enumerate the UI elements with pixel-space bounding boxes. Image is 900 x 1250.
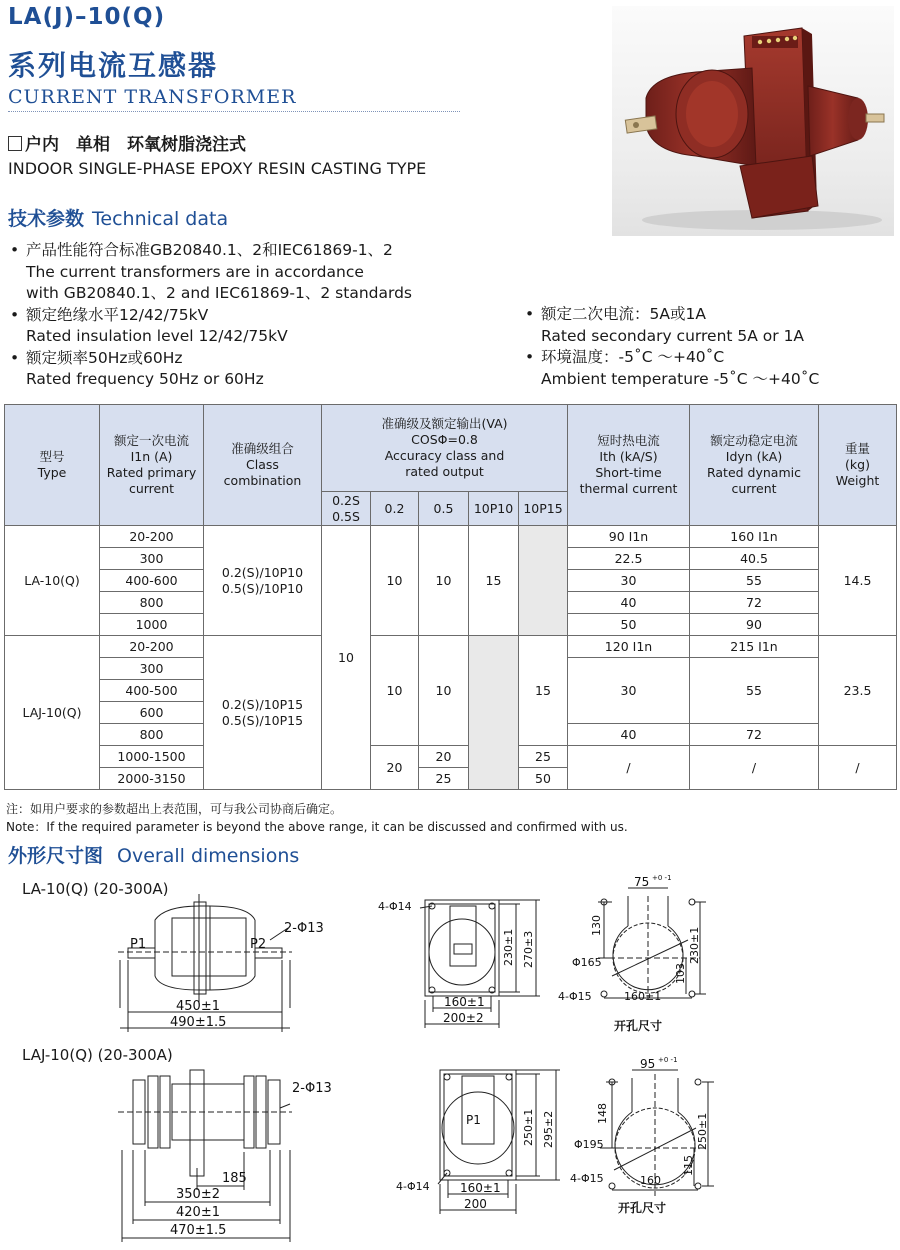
cell-class-laj: 0.2(S)/10P15 0.5(S)/10P15 xyxy=(204,636,322,790)
cell-weight-na: / xyxy=(819,746,897,790)
cell-current: 400-500 xyxy=(100,680,204,702)
la-front-270: 270±3 xyxy=(522,930,535,968)
th-sub-02s: 0.2S 0.5S xyxy=(322,492,371,526)
cell-ith: 40 xyxy=(568,592,690,614)
cell-class-la: 0.2(S)/10P10 0.5(S)/10P10 xyxy=(204,526,322,636)
th-weight: 重量 (kg) Weight xyxy=(819,405,897,526)
la-cut-dia: Φ165 xyxy=(572,956,602,969)
la-cut-230: 230±1 xyxy=(688,926,701,964)
cell-current: 1000 xyxy=(100,614,204,636)
la-cut-75: 75 xyxy=(634,875,650,889)
laj-front-295: 295±2 xyxy=(542,1110,555,1148)
cell-ith: 90 I1n xyxy=(568,526,690,548)
spec-secondary-current: • 额定二次电流：5A或1A xyxy=(523,304,893,326)
cell-ith: 50 xyxy=(568,614,690,636)
spec-frequency-en: Rated frequency 50Hz or 60Hz xyxy=(26,370,264,388)
laj-width-185: 185 xyxy=(222,1171,247,1186)
th-class-combination: 准确级组合 Class combination xyxy=(204,405,322,526)
laj-cut-160: 160 xyxy=(640,1174,661,1187)
la-cut-103: 103 xyxy=(674,963,687,984)
cell-current: 300 xyxy=(100,658,204,680)
spec-ambient-temp-en: Ambient temperature -5˚C ～+40˚C xyxy=(541,369,820,388)
la-width-450: 450±1 xyxy=(176,999,220,1014)
la-front-230: 230±1 xyxy=(502,928,515,966)
la-cut-tol: +0 -1 xyxy=(652,874,672,882)
spec-standard-en-1: The current transformers are in accordance xyxy=(26,262,364,281)
laj-front-200: 200 xyxy=(464,1197,487,1211)
laj-front-250: 250±1 xyxy=(522,1108,535,1146)
laj-width-350: 350±2 xyxy=(176,1187,220,1202)
cell-idyn: 215 I1n xyxy=(690,636,819,658)
cell-weight-la: 14.5 xyxy=(819,526,897,636)
cell-va-05-laj-high: 20 xyxy=(419,746,469,768)
th-primary-current: 额定一次电流 I1n (A) Rated primary current xyxy=(100,405,204,526)
spec-ambient-temp: • 环境温度：-5˚C ～+40˚C xyxy=(523,347,893,369)
model-title: LA(J)–10(Q) xyxy=(8,4,166,30)
spec-standard-en-2: with GB20840.1、2 and IEC61869-1、2 standards xyxy=(26,284,412,302)
title-english: CURRENT TRANSFORMER xyxy=(8,86,297,108)
cell-current: 600 xyxy=(100,702,204,724)
th-sub-10p15: 10P15 xyxy=(519,492,568,526)
spec-frequency: • 额定频率50Hz或60Hz xyxy=(8,348,518,370)
type-chinese-text: 户内 单相 环氧树脂浇注式 xyxy=(25,135,246,155)
laj-cut-label: 开孔尺寸 xyxy=(618,1201,667,1215)
title-chinese: 系列电流互感器 xyxy=(8,49,219,82)
cell-idyn: 55 xyxy=(690,658,819,724)
cell-ith: 120 I1n xyxy=(568,636,690,658)
cell-type-la: LA-10(Q) xyxy=(5,526,100,636)
cell-current: 400-600 xyxy=(100,570,204,592)
cell-va-10p15-laj: 15 xyxy=(519,636,568,746)
laj-front-p1: P1 xyxy=(466,1113,481,1127)
laj-cut-dia: Φ195 xyxy=(574,1138,604,1151)
cell-ith: 30 xyxy=(568,658,690,724)
technical-heading-en: Technical data xyxy=(92,208,229,230)
cell-type-laj: LAJ-10(Q) xyxy=(5,636,100,790)
laj-cut-250: 250±1 xyxy=(696,1112,709,1150)
cell-va-10p10-la: 15 xyxy=(469,526,519,636)
laj-front-holes: 4-Φ14 xyxy=(396,1180,430,1193)
technical-heading-cn: 技术参数 xyxy=(8,208,85,230)
cell-idyn-na: / xyxy=(690,746,819,790)
laj-width-470: 470±1.5 xyxy=(170,1223,227,1238)
laj-cut-holes: 4-Φ15 xyxy=(570,1172,604,1185)
laj-cut-tol: +0 -1 xyxy=(658,1056,678,1064)
laj-hole-label: 2-Φ13 xyxy=(292,1081,332,1096)
dimensions-heading-cn: 外形尺寸图 xyxy=(8,845,104,867)
cell-idyn: 160 I1n xyxy=(690,526,819,548)
spec-standard: • 产品性能符合标准GB20840.1、2和IEC61869-1、2 xyxy=(8,240,518,262)
la-front-200: 200±2 xyxy=(443,1011,484,1025)
note-english: Note：If the required parameter is beyond the above range, it can be discussed and confirmed with us. xyxy=(6,820,628,834)
laj-cut-115: 115 xyxy=(682,1155,695,1176)
cell-current: 20-200 xyxy=(100,636,204,658)
cell-va-10p15-laj-high: 50 xyxy=(519,768,568,790)
th-sub-02: 0.2 xyxy=(371,492,419,526)
cell-current: 800 xyxy=(100,724,204,746)
cell-idyn: 40.5 xyxy=(690,548,819,570)
drawing-label-laj: LAJ-10(Q) (20-300A) xyxy=(22,1046,173,1064)
cell-va-05-laj: 10 xyxy=(419,636,469,746)
la-width-490: 490±1.5 xyxy=(170,1015,227,1030)
cell-idyn: 90 xyxy=(690,614,819,636)
la-cut-160: 160±1 xyxy=(624,990,662,1003)
spec-insulation-en: Rated insulation level 12/42/75kV xyxy=(26,327,288,345)
la-p1-label: P1 xyxy=(130,937,147,952)
cell-current: 300 xyxy=(100,548,204,570)
laj-width-420: 420±1 xyxy=(176,1205,220,1220)
drawing-label-la: LA-10(Q) (20-300A) xyxy=(22,880,169,898)
spec-insulation: • 额定绝缘水平12/42/75kV xyxy=(8,305,518,327)
cell-va-05-laj-high: 25 xyxy=(419,768,469,790)
cell-ith-na: / xyxy=(568,746,690,790)
cell-va-02-la: 10 xyxy=(371,526,419,636)
cell-current: 20-200 xyxy=(100,526,204,548)
cell-ith: 40 xyxy=(568,724,690,746)
th-accuracy-output: 准确级及额定输出(VA) COSΦ=0.8 Accuracy class and rated output xyxy=(322,405,568,492)
cell-idyn: 72 xyxy=(690,724,819,746)
la-cut-label: 开孔尺寸 xyxy=(614,1019,663,1033)
laj-cut-148: 148 xyxy=(596,1103,609,1124)
th-sub-05: 0.5 xyxy=(419,492,469,526)
cell-va-02-laj-high: 20 xyxy=(371,746,419,790)
la-front-holes: 4-Φ14 xyxy=(378,900,412,913)
cell-va-05-la: 10 xyxy=(419,526,469,636)
dimensions-heading-en: Overall dimensions xyxy=(117,845,300,867)
cell-current: 1000-1500 xyxy=(100,746,204,768)
th-thermal-current: 短时热电流 Ith (kA/S) Short-time thermal current xyxy=(568,405,690,526)
cell-ith: 22.5 xyxy=(568,548,690,570)
type-english: INDOOR SINGLE-PHASE EPOXY RESIN CASTING TYPE xyxy=(8,159,427,178)
la-front-160: 160±1 xyxy=(444,995,485,1009)
la-cut-130: 130 xyxy=(590,915,603,936)
note-chinese: 注：如用户要求的参数超出上表范围，可与我公司协商后确定。 xyxy=(6,802,343,816)
cell-weight-laj: 23.5 xyxy=(819,636,897,746)
laj-cut-95: 95 xyxy=(640,1057,656,1071)
cell-va-02-laj: 10 xyxy=(371,636,419,746)
la-hole-label: 2-Φ13 xyxy=(284,921,324,936)
laj-front-160: 160±1 xyxy=(460,1181,501,1195)
spec-secondary-current-en: Rated secondary current 5A or 1A xyxy=(541,326,805,345)
cell-va-10p15-laj-high: 25 xyxy=(519,746,568,768)
cell-idyn: 55 xyxy=(690,570,819,592)
th-dynamic-current: 额定动稳定电流 Idyn (kA) Rated dynamic current xyxy=(690,405,819,526)
cell-ith: 30 xyxy=(568,570,690,592)
th-sub-10p10: 10P10 xyxy=(469,492,519,526)
cell-va-02s: 10 xyxy=(322,526,371,790)
cell-current: 800 xyxy=(100,592,204,614)
la-cut-holes: 4-Φ15 xyxy=(558,990,592,1003)
cell-idyn: 72 xyxy=(690,592,819,614)
cell-current: 2000-3150 xyxy=(100,768,204,790)
th-type: 型号 Type xyxy=(5,405,100,526)
la-p2-label: P2 xyxy=(250,937,267,952)
